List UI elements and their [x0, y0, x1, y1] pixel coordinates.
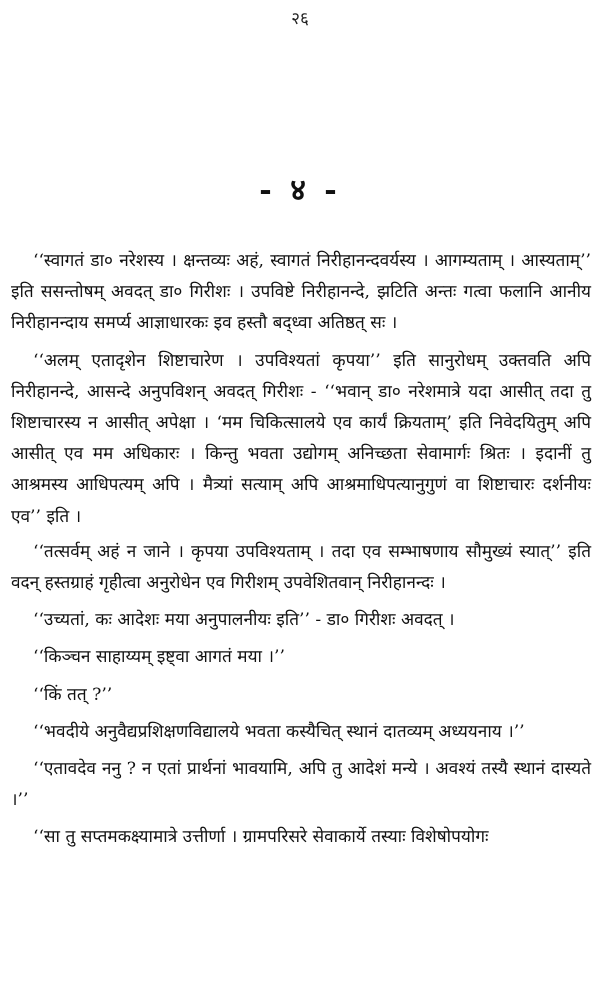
text-body: [11, 246, 591, 860]
paragraph: ‘‘उच्यतां, कः आदेशः मया अनुपालनीयः इति’’ - डा० गिरीशः अवदत् ।: [33, 610, 455, 631]
paragraph: ‘‘भवदीये अनुवैद्यप्रशिक्षणविद्यालये भवता कस्यैचित् स्थानं दातव्यम् अध्ययनाय ।’’: [33, 721, 525, 742]
paragraph: ‘‘स्वागतं डा० नरेशस्य । क्षन्तव्यः अहं, स्वागतं निरीहानन्दवर्यस्य । आगम्यताम् । आस्यताम्’’ इति ससन्तोषम् अवदत् डा० गिरीशः । उपविष्टे निरीहानन्दे, झटिति अन्तः गत्वा फलानि आनीय निरीहानन्दाय समर्प्य आज्ञाधारकः इव हस्तौ बद्ध्वा अतिष्ठत् सः ।: [11, 251, 591, 334]
paragraph: ‘‘एतावदेव ननु ? न एतां प्रार्थनां भावयामि, अपि तु आदेशं मन्ये । अवश्यं तस्यै स्थानं दास्यते ।’’: [11, 759, 591, 811]
paragraph: ‘‘तत्सर्वम् अहं न जाने । कृपया उपविश्यताम् । तदा एव सम्भाषणाय सौमुख्यं स्यात्’’ इति वदन् हस्तग्राहं गृहीत्वा अनुरोधेन एव गिरीशम् उपवेशितवान् निरीहानन्दः ।: [11, 541, 591, 594]
paragraph: ‘‘किं तत् ?’’: [33, 684, 113, 705]
chapter-heading: - ४ -: [259, 173, 341, 208]
paragraph: ‘‘अलम् एतादृशेन शिष्टाचारेण । उपविश्यतां कृपया’’ इति सानुरोधम् उक्तवति अपि निरीहानन्दे, आसन्दे अनुपविशन् अवदत् गिरीशः - ‘‘भवान् डा० नरेशमात्रे यदा आसीत् तदा तु शिष्टाचारस्य न आसीत् अपेक्षा । ‘मम चिकित्सालये एव कार्यं क्रियताम्’ इति निवेदयितुम् अपि आसीत् एव मम अधिकारः । किन्तु भवता उद्योगम् अनिच्छता सेवामार्गः श्रितः । इदानीं तु आश्रमस्य आधिपत्यम् अपि । मैत्र्यां सत्याम् अपि आश्रमाधिपत्यानुगुणं वा शिष्टाचारः दर्शनीयः एव’’ इति ।: [11, 350, 591, 527]
paragraph: ‘‘सा तु सप्तमकक्ष्यामात्रे उत्तीर्णा । ग्रामपरिसरे सेवाकार्ये तस्याः विशेषोपयोगः: [33, 827, 489, 848]
page-number: २६: [291, 9, 309, 29]
paragraph: ‘‘किञ्चन साहाय्यम् इष्ट्वा आगतं मया ।’’: [33, 647, 285, 668]
